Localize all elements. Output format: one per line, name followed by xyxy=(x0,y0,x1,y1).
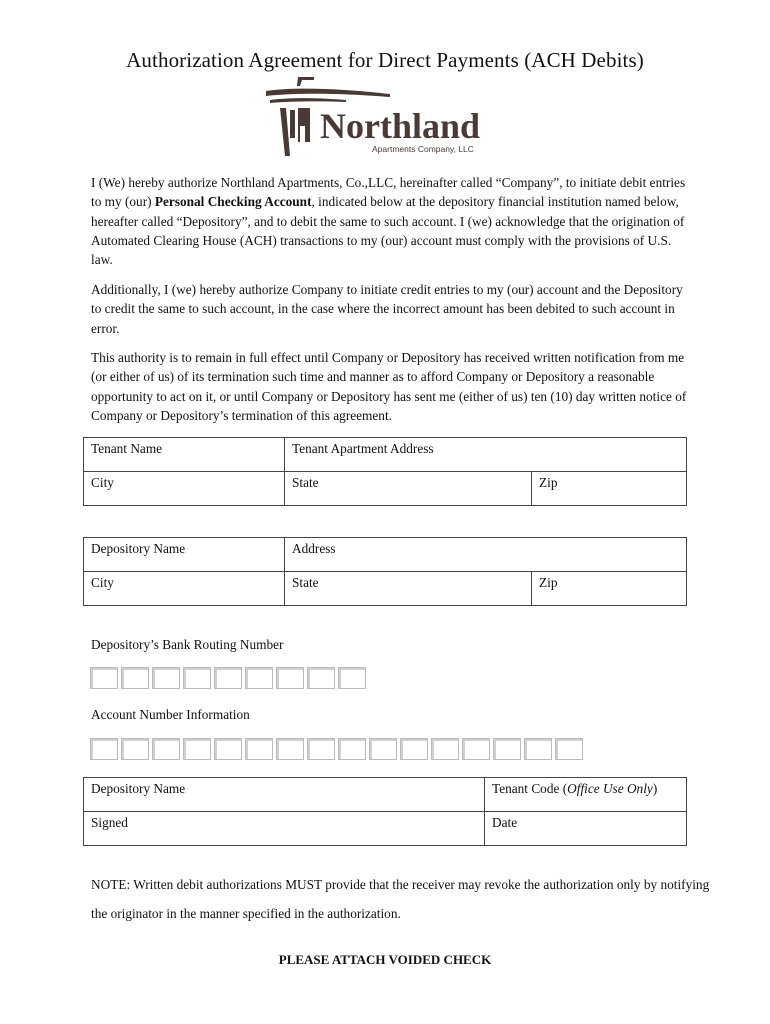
account-digit-box[interactable] xyxy=(369,738,397,760)
routing-digit-box[interactable] xyxy=(121,667,149,689)
depository-name-field[interactable]: Depository Name xyxy=(84,538,285,572)
account-digit-box[interactable] xyxy=(152,738,180,760)
depository-zip-field[interactable]: Zip xyxy=(532,572,687,606)
attach-check-instruction: PLEASE ATTACH VOIDED CHECK xyxy=(278,952,492,967)
account-digit-box[interactable] xyxy=(276,738,304,760)
account-digit-box[interactable] xyxy=(307,738,335,760)
account-digit-box[interactable] xyxy=(183,738,211,760)
signature-table xyxy=(83,777,687,846)
northland-logo xyxy=(262,74,492,158)
tenant-city-field[interactable]: City xyxy=(84,472,285,506)
signature-depository-name-field[interactable]: Depository Name xyxy=(84,778,485,812)
credit-paragraph: Additionally, I (we) hereby authorize Company to initiate credit entries to my (our) account and the Depository to credit the same to such account, in the case where the incorrect amount has been debited to such account in error. xyxy=(91,282,683,336)
account-digit-box[interactable] xyxy=(462,738,490,760)
account-digit-box[interactable] xyxy=(214,738,242,760)
routing-digit-box[interactable] xyxy=(152,667,180,689)
routing-digit-box[interactable] xyxy=(276,667,304,689)
account-digit-box[interactable] xyxy=(90,738,118,760)
date-field[interactable]: Date xyxy=(485,812,687,846)
routing-digit-box[interactable] xyxy=(183,667,211,689)
routing-number-boxes xyxy=(90,667,369,689)
account-digit-box[interactable] xyxy=(121,738,149,760)
account-digit-box[interactable] xyxy=(400,738,428,760)
tenant-table xyxy=(83,437,687,506)
account-digit-box[interactable] xyxy=(431,738,459,760)
tenant-name-field[interactable]: Tenant Name xyxy=(84,438,285,472)
signed-field[interactable]: Signed xyxy=(84,812,485,846)
routing-digit-box[interactable] xyxy=(338,667,366,689)
tenant-state-field[interactable]: State xyxy=(285,472,532,506)
account-digit-box[interactable] xyxy=(524,738,552,760)
account-digit-box[interactable] xyxy=(493,738,521,760)
depository-state-field[interactable]: State xyxy=(285,572,532,606)
routing-digit-box[interactable] xyxy=(90,667,118,689)
logo-wordmark: Northland xyxy=(320,106,481,146)
authorization-paragraph: I (We) hereby authorize Northland Apartments, Co.,LLC, hereinafter called “Company”, to initiate debit entries to my (our) Personal Checking Account, indicated below at the depository financial institution named below, hereafter called “Depository”, and to debit the same to such account. I (we) acknowledge that the origination of Automated Clearing House (ACH) transactions to my (our) account must comply with the provisions of U.S. law. xyxy=(91,175,686,268)
routing-digit-box[interactable] xyxy=(307,667,335,689)
routing-number-label: Depository’s Bank Routing Number xyxy=(91,637,284,652)
tenant-zip-field[interactable]: Zip xyxy=(532,472,687,506)
account-number-label: Account Number Information xyxy=(91,707,250,722)
account-number-boxes xyxy=(90,738,586,760)
routing-digit-box[interactable] xyxy=(245,667,273,689)
tenant-address-field[interactable]: Tenant Apartment Address xyxy=(285,438,687,472)
depository-city-field[interactable]: City xyxy=(84,572,285,606)
note-text: NOTE: Written debit authorizations MUST provide that the receiver may revoke the authorization only by notifying the originator in the manner specified in the authorization. xyxy=(91,877,710,921)
page-title: Authorization Agreement for Direct Payments (ACH Debits) xyxy=(126,48,644,72)
logo-subtitle: Apartments Company, LLC xyxy=(372,144,474,154)
depository-table xyxy=(83,537,687,606)
account-digit-box[interactable] xyxy=(555,738,583,760)
account-digit-box[interactable] xyxy=(245,738,273,760)
tenant-code-field[interactable]: Tenant Code (Office Use Only) xyxy=(485,778,687,812)
authority-paragraph: This authority is to remain in full effect until Company or Depository has received written notification from me (or either of us) of its termination such time and manner as to afford Company or Depository a reasonable opportunity to act on it, or until Company or Depository has sent me (either of us) ten (10) day written notice of Company or Depository’s termination of this agreement. xyxy=(91,350,687,423)
depository-address-field[interactable]: Address xyxy=(285,538,687,572)
account-digit-box[interactable] xyxy=(338,738,366,760)
routing-digit-box[interactable] xyxy=(214,667,242,689)
